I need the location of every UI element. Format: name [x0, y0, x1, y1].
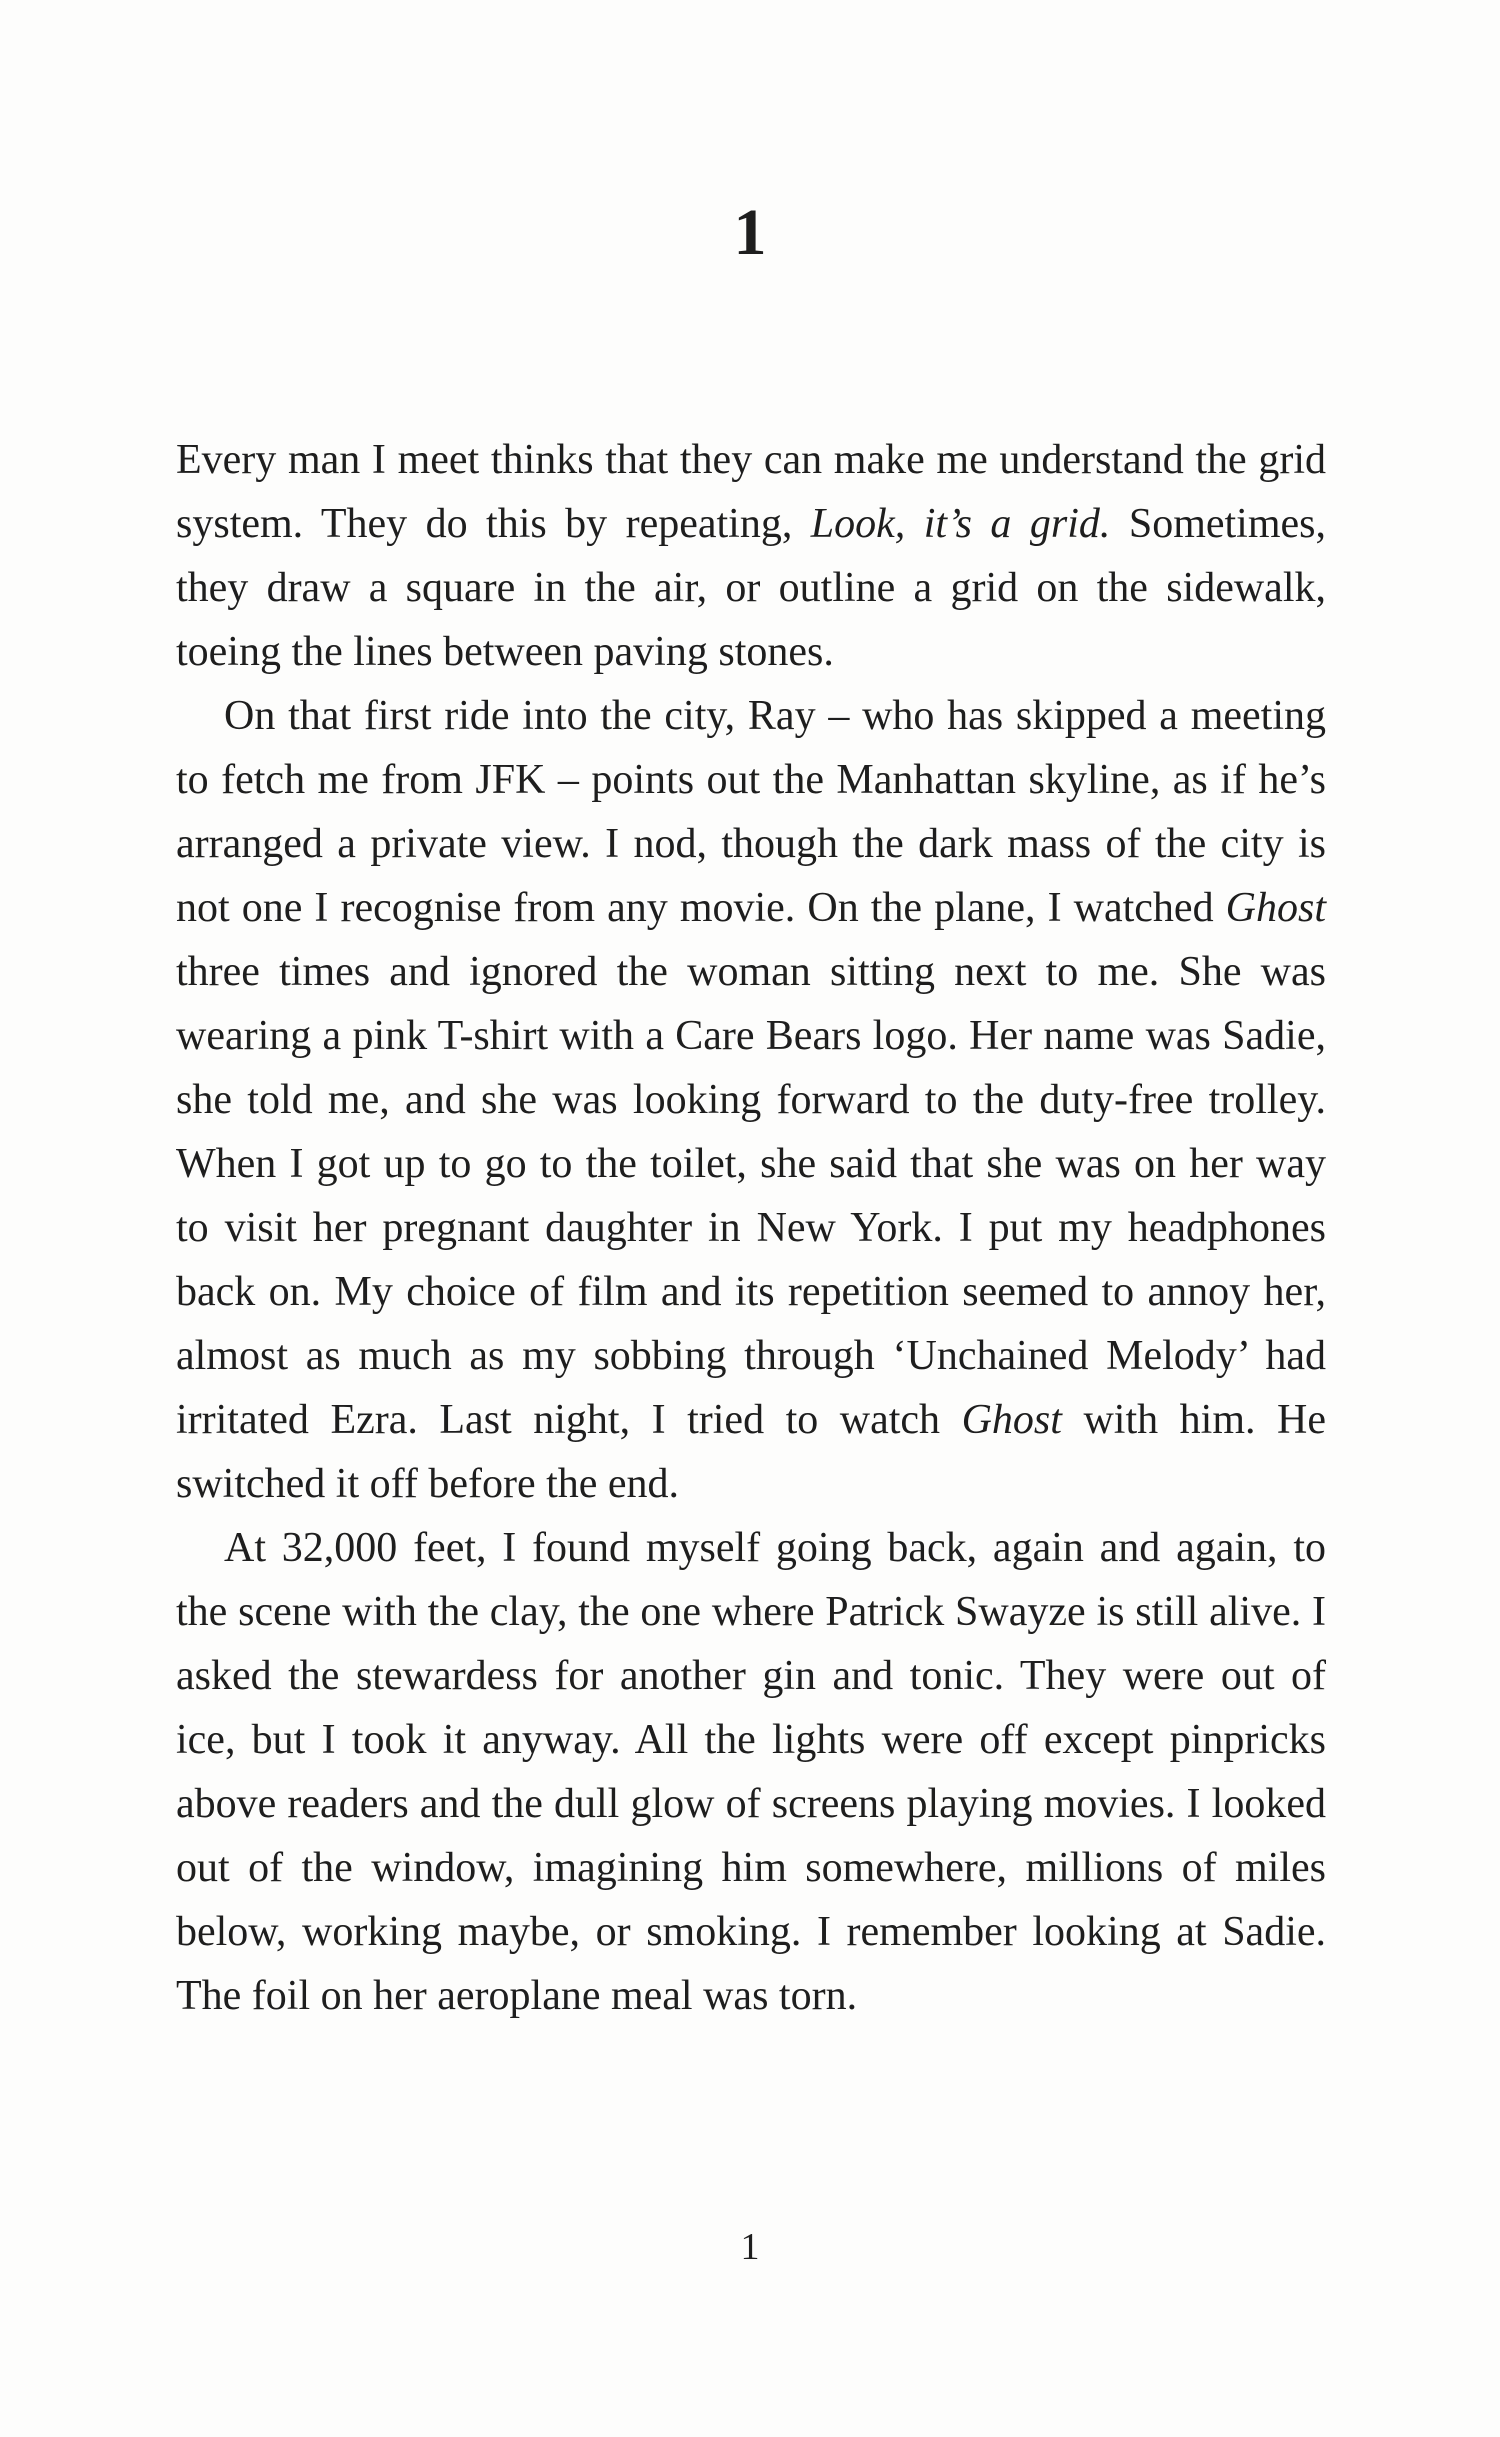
paragraph-3 — [176, 1516, 1326, 2028]
paragraph-2-run-3: three times and ignored the woman sitting next to me. She was wearing a pink T-shirt with a Care Bears logo. Her name was Sadie, she told me, and she was looking forward to the duty-free trolley. When I got up to go to the toilet, she said that she was on her way to visit her pregnant daughter in New York. I put my headphones back on. My choice of film and its repetition seemed to annoy her, almost as much as my sobbing through ‘Unchained Melody’ had irritated Ezra. Last night, I tried to watch — [176, 949, 1326, 1443]
paragraph-2-run-4: Ghost — [961, 1397, 1062, 1443]
paragraph-3-run-1: At 32,000 feet, I found myself going back, again and again, to the scene with the clay, the one where Patrick Swayze is still alive. I asked the stewardess for another gin and tonic. They were out of ice, but I took it anyway. All the lights were off except pinpricks above readers and the dull glow of screens playing movies. I looked out of the window, imagining him somewhere, millions of miles below, working maybe, or smoking. I remember looking at Sadie. The foil on her aeroplane meal was torn. — [176, 1525, 1326, 2019]
paragraph-2-run-2: Ghost — [1225, 885, 1326, 931]
paragraph-1-run-2: Look, it’s a grid. — [810, 501, 1111, 547]
paragraph-1-run-3: Sometimes, they draw a square in the air, or outline a grid on the sidewalk, toeing the lines between paving stones. — [176, 501, 1326, 675]
paragraph-2-run-1: On that first ride into the city, Ray – who has skipped a meeting to fetch me from JFK – points out the Manhattan skyline, as if he’s arranged a private view. I nod, though the dark mass of the city is not one I recognise from any movie. On the plane, I watched — [176, 693, 1326, 931]
page-number: 1 — [740, 2226, 760, 2268]
chapter-number: 1 — [733, 196, 767, 269]
paragraph-2-run-5: with him. He switched it off before the end. — [176, 1397, 1326, 1507]
paragraph-2 — [176, 684, 1326, 1516]
body-text — [176, 428, 1326, 2028]
paragraph-1-run-1: Every man I meet thinks that they can make me understand the grid system. They do this by repeating, — [176, 437, 1326, 547]
paragraph-1 — [176, 428, 1326, 684]
